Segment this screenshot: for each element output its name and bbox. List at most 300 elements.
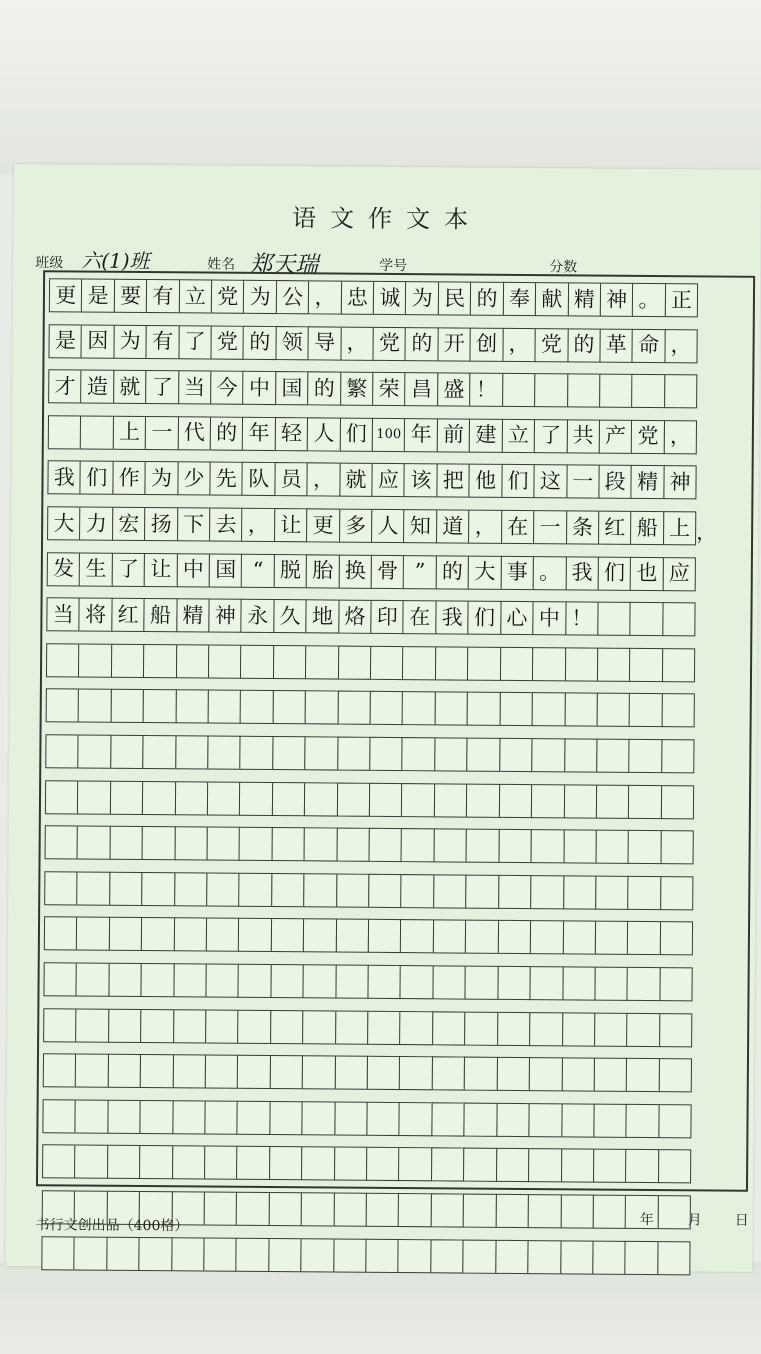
overflow-mark: ，: [696, 520, 717, 545]
grid-cell: 的: [243, 325, 277, 359]
grid-cell: 创: [470, 327, 504, 361]
grid-cell: [110, 735, 144, 769]
background-bottom: [0, 1262, 761, 1354]
grid-cell: [270, 964, 304, 998]
grid-cell: [401, 783, 435, 817]
grid-cell: [528, 1148, 562, 1182]
grid-cell: [659, 1013, 693, 1047]
grid-cell: [333, 1193, 367, 1227]
grid-cell: 诚: [373, 281, 407, 315]
grid-cell: [236, 1192, 270, 1226]
grid-cell: 建: [469, 418, 503, 452]
grid-row: [44, 871, 692, 910]
grid-cell: [301, 1192, 335, 1226]
grid-cell: [431, 1148, 465, 1182]
grid-cell: [239, 873, 273, 907]
grid-cell: 上: [663, 511, 697, 545]
grid-cell: [204, 1146, 238, 1180]
grid-cell: [337, 782, 371, 816]
grid-cell: [593, 1103, 627, 1137]
grid-cell: [175, 781, 209, 815]
grid-cell: [560, 1240, 594, 1274]
grid-cell: [497, 1011, 531, 1045]
grid-row: [49, 278, 697, 317]
grid-cell: [530, 920, 564, 954]
grid-cell: 。: [533, 556, 567, 590]
grid-cell: 公: [276, 280, 310, 314]
grid-cell: [365, 1238, 399, 1272]
grid-cell: ，: [340, 326, 374, 360]
grid-cell: 力: [79, 507, 113, 541]
grid-cell: 党: [211, 280, 245, 314]
grid-cell: [658, 1104, 692, 1138]
grid-cell: [46, 643, 80, 677]
grid-cell: [464, 1011, 498, 1045]
grid-cell: 造: [81, 370, 115, 404]
grid-cell: [174, 872, 208, 906]
score-label: 分数: [549, 259, 578, 276]
day-label: 日: [734, 1212, 749, 1229]
grid-cell: [305, 691, 339, 725]
grid-cell: [500, 647, 534, 681]
grid-row: [48, 415, 696, 454]
grid-cell: [271, 827, 305, 861]
grid-cell: [662, 648, 696, 682]
grid-cell: [109, 917, 143, 951]
grid-cell: [143, 689, 177, 723]
grid-cell: 产: [599, 419, 633, 453]
grid-row: [47, 461, 695, 500]
grid-cell: [77, 826, 111, 860]
grid-cell: [398, 1239, 432, 1273]
grid-cell: [74, 1236, 108, 1270]
grid-cell: [272, 782, 306, 816]
grid-cell: [302, 1010, 336, 1044]
grid-cell: 为: [113, 324, 147, 358]
grid-cell: 中: [176, 553, 210, 587]
grid-cell: [661, 785, 695, 819]
grid-cell: 久: [273, 599, 307, 633]
grid-cell: [659, 967, 693, 1001]
grid-cell: 荣: [372, 372, 406, 406]
grid-cell: 脱: [274, 554, 308, 588]
grid-cell: [657, 1241, 691, 1275]
grid-cell: 们: [339, 417, 373, 451]
grid-cell: [205, 1009, 239, 1043]
grid-cell: [398, 1147, 432, 1181]
grid-cell: 神: [663, 466, 697, 500]
grid-cell: [236, 1237, 270, 1271]
grid-cell: [401, 828, 435, 862]
grid-cell: 才: [48, 369, 82, 403]
grid-cell: 了: [178, 325, 212, 359]
grid-cell: [368, 919, 402, 953]
grid-cell: [335, 1010, 369, 1044]
grid-cell: 换: [338, 554, 372, 588]
grid-cell: [628, 784, 662, 818]
grid-cell: “: [241, 553, 275, 587]
grid-cell: 一: [566, 465, 600, 499]
grid-cell: [495, 1194, 529, 1228]
grid-cell: 在: [403, 600, 437, 634]
writing-grid: [36, 270, 755, 1192]
grid-cell: [627, 967, 661, 1001]
grid-cell: [335, 965, 369, 999]
grid-cell: [110, 780, 144, 814]
grid-cell: 我: [565, 556, 599, 590]
grid-cell: [141, 963, 175, 997]
grid-cell: [44, 917, 78, 951]
grid-cell: [534, 373, 568, 407]
grid-cell: [203, 1237, 237, 1271]
grid-row: [46, 689, 694, 728]
grid-cell: [499, 783, 533, 817]
grid-row: [43, 962, 691, 1001]
grid-cell: 该: [404, 463, 438, 497]
grid-cell: [629, 693, 663, 727]
composition-page: [5, 164, 761, 1272]
grid-cell: 永: [241, 599, 275, 633]
grid-cell: [433, 920, 467, 954]
grid-cell: 导: [308, 326, 342, 360]
grid-cell: [369, 737, 403, 771]
grid-cell: [497, 920, 531, 954]
grid-cell: [269, 1192, 303, 1226]
grid-cell: ，: [307, 463, 341, 497]
grid-cell: [629, 739, 663, 773]
grid-cell: [238, 964, 272, 998]
grid-cell: [80, 415, 114, 449]
grid-row: [44, 917, 692, 956]
grid-cell: [594, 967, 628, 1001]
grid-cell: [333, 1238, 367, 1272]
grid-cell: 精: [176, 598, 210, 632]
grid-cell: [366, 1102, 400, 1136]
grid-cell: [141, 917, 175, 951]
grid-cell: [661, 739, 695, 773]
grid-cell: [463, 1239, 497, 1273]
grid-cell: ，: [308, 280, 342, 314]
grid-cell: ”: [403, 555, 437, 589]
grid-cell: [237, 1101, 271, 1135]
class-value: 六(1)班: [81, 248, 150, 274]
grid-cell: [172, 1100, 206, 1134]
grid-cell: [499, 692, 533, 726]
grid-cell: [366, 1193, 400, 1227]
grid-cell: 人: [307, 417, 341, 451]
grid-cell: [171, 1237, 205, 1271]
grid-cell: [627, 921, 661, 955]
grid-cell: [433, 874, 467, 908]
grid-cell: [467, 646, 501, 680]
grid-cell: [562, 1012, 596, 1046]
grid-cell: [433, 829, 467, 863]
grid-cell: [176, 644, 210, 678]
grid-cell: [497, 966, 531, 1000]
grid-cell: [303, 964, 337, 998]
grid-cell: [592, 1240, 626, 1274]
grid-cell: [465, 966, 499, 1000]
grid-cell: 繁: [340, 372, 374, 406]
grid-cell: 要: [114, 279, 148, 313]
grid-cell: [76, 1008, 110, 1042]
grid-cell: 是: [81, 279, 115, 313]
grid-cell: [208, 644, 242, 678]
grid-cell: [204, 1100, 238, 1134]
grid-cell: [107, 1100, 141, 1134]
grid-cell: [42, 1145, 76, 1179]
grid-row: [41, 1236, 689, 1275]
grid-cell: [658, 1058, 692, 1092]
grid-cell: [240, 645, 274, 679]
grid-cell: [531, 829, 565, 863]
grid-cell: [304, 736, 338, 770]
grid-cell: [502, 373, 536, 407]
grid-cell: [529, 1057, 563, 1091]
grid-cell: [334, 1056, 368, 1090]
grid-cell: 道: [436, 509, 470, 543]
grid-cell: [172, 1054, 206, 1088]
grid-cell: [594, 1058, 628, 1092]
grid-cell: [628, 830, 662, 864]
grid-cell: [302, 1055, 336, 1089]
grid-cell: [432, 1011, 466, 1045]
background-top: [0, 0, 761, 175]
grid-cell: 应: [662, 557, 696, 591]
grid-cell: [78, 643, 112, 677]
grid-cell: 们: [501, 464, 535, 498]
grid-cell: 大: [47, 506, 81, 540]
grid-cell: [108, 963, 142, 997]
grid-cell: 知: [404, 509, 438, 543]
grid-cell: [595, 921, 629, 955]
grid-cell: 前: [437, 418, 471, 452]
grid-cell: [529, 1012, 563, 1046]
grid-cell: [237, 1055, 271, 1089]
grid-cell: [530, 875, 564, 909]
grid-cell: [107, 1145, 141, 1179]
grid-cell: [402, 691, 436, 725]
grid-cell: [141, 872, 175, 906]
grid-cell: ，: [468, 510, 502, 544]
grid-cell: [596, 739, 630, 773]
grid-cell: [139, 1237, 173, 1271]
grid-cell: [109, 826, 143, 860]
grid-cell: [661, 693, 695, 727]
grid-cell: [239, 827, 273, 861]
grid-cell: 神: [600, 283, 634, 317]
grid-cell: 上: [113, 416, 147, 450]
grid-cell: [561, 1058, 595, 1092]
grid-cell: [75, 1054, 109, 1088]
grid-cell: 作: [112, 461, 146, 495]
grid-cell: 一: [533, 510, 567, 544]
grid-cell: 党: [211, 325, 245, 359]
grid-cell: [496, 1057, 530, 1091]
grid-cell: [304, 782, 338, 816]
grid-cell: 盛: [437, 373, 471, 407]
grid-cell: 队: [242, 462, 276, 496]
grid-cell: [367, 1056, 401, 1090]
grid-cell: [368, 874, 402, 908]
grid-cell: [496, 1103, 530, 1137]
grid-cell: 党: [373, 326, 407, 360]
grid-cell: [593, 1149, 627, 1183]
grid-cell: [367, 1010, 401, 1044]
grid-cell: 是: [48, 324, 82, 358]
grid-cell: [140, 1054, 174, 1088]
grid-cell: [531, 784, 565, 818]
grid-cell: 把: [436, 464, 470, 498]
grid-cell: 就: [113, 370, 147, 404]
grid-cell: [269, 1146, 303, 1180]
grid-cell: [560, 1194, 594, 1228]
grid-cell: [45, 825, 79, 859]
grid-cell: [465, 920, 499, 954]
grid-cell: [238, 1009, 272, 1043]
grid-cell: 今: [210, 371, 244, 405]
grid-cell: [143, 644, 177, 678]
grid-cell: [173, 1009, 207, 1043]
grid-cell: 忠: [340, 281, 374, 315]
grid-cell: 大: [468, 555, 502, 589]
grid-cell: [46, 689, 80, 723]
grid-cell: 的: [567, 328, 601, 362]
grid-cell: 。: [632, 283, 666, 317]
grid-cell: [48, 415, 82, 449]
grid-cell: [463, 1148, 497, 1182]
grid-cell: [532, 647, 566, 681]
grid-cell: [269, 1101, 303, 1135]
grid-cell: [207, 781, 241, 815]
grid-cell: ，: [241, 508, 275, 542]
grid-cell: 就: [339, 463, 373, 497]
grid-cell: 骨: [371, 554, 405, 588]
grid-cell: [435, 646, 469, 680]
grid-cell: [630, 602, 664, 636]
grid-cell: [431, 1102, 465, 1136]
year-label: 年: [639, 1211, 654, 1229]
grid-cell: [140, 1009, 174, 1043]
grid-cell: [564, 647, 598, 681]
grid-cell: [626, 1058, 660, 1092]
grid-cell: 代: [177, 416, 211, 450]
grid-row: [45, 780, 693, 819]
grid-cell: [142, 826, 176, 860]
grid-cell: 的: [307, 372, 341, 406]
grid-cell: 船: [144, 598, 178, 632]
grid-cell: 发: [47, 552, 81, 586]
grid-cell: [532, 692, 566, 726]
student-id-label: 学号: [379, 257, 408, 275]
grid-cell: 们: [598, 556, 632, 590]
grid-cell: 下: [177, 507, 211, 541]
grid-cell: 红: [598, 511, 632, 545]
grid-cell: [366, 1147, 400, 1181]
grid-cell: 去: [209, 508, 243, 542]
grid-cell: [593, 1195, 627, 1229]
grid-cell: [370, 691, 404, 725]
grid-cell: 更: [49, 278, 83, 312]
grid-cell: [173, 918, 207, 952]
grid-cell: [402, 737, 436, 771]
grid-cell: 立: [501, 419, 535, 453]
grid-cell: [106, 1236, 140, 1270]
name-label: 姓名: [207, 256, 236, 273]
grid-cell: 献: [535, 282, 569, 316]
grid-cell: 事: [500, 555, 534, 589]
grid-cell: [563, 784, 597, 818]
grid-cell: 这: [533, 464, 567, 498]
grid-cell: 了: [111, 552, 145, 586]
grid-cell: [562, 921, 596, 955]
grid-cell: [303, 873, 337, 907]
grid-cell: [271, 918, 305, 952]
grid-cell: 中: [532, 601, 566, 635]
grid-cell: 当: [46, 597, 80, 631]
grid-cell: 让: [274, 508, 308, 542]
grid-cell: [43, 1053, 77, 1087]
grid-cell: [140, 1100, 174, 1134]
grid-cell: 有: [146, 325, 180, 359]
name-value: 郑天瑞: [249, 251, 319, 279]
grid-row: [47, 506, 716, 545]
grid-cell: [467, 738, 501, 772]
grid-cell: 了: [145, 370, 179, 404]
grid-cell: 的: [210, 416, 244, 450]
grid-cell: [398, 1193, 432, 1227]
grid-cell: [432, 1056, 466, 1090]
grid-cell: 条: [566, 510, 600, 544]
grid-cell: [142, 735, 176, 769]
grid-cell: 胎: [306, 554, 340, 588]
grid-cell: [595, 875, 629, 909]
grid-cell: 船: [630, 511, 664, 545]
grid-cell: 昌: [405, 372, 439, 406]
grid-row: [48, 324, 696, 363]
grid-row: [47, 552, 695, 591]
grid-cell: [498, 875, 532, 909]
grid-cell: [466, 829, 500, 863]
grid-cell: [337, 691, 371, 725]
grid-cell: [465, 874, 499, 908]
grid-cell: [370, 646, 404, 680]
grid-cell: [498, 829, 532, 863]
grid-cell: 先: [209, 462, 243, 496]
grid-cell: [528, 1103, 562, 1137]
grid-cell: 为: [243, 280, 277, 314]
grid-cell: [530, 966, 564, 1000]
grid-cell: [563, 830, 597, 864]
grid-cell: 烙: [338, 600, 372, 634]
grid-cell: [239, 781, 273, 815]
grid-cell: 当: [178, 370, 212, 404]
grid-cell: [626, 1104, 660, 1138]
grid-cell: [400, 919, 434, 953]
grid-cell: [172, 1146, 206, 1180]
grid-cell: [43, 962, 77, 996]
grid-cell: [175, 735, 209, 769]
grid-cell: [336, 828, 370, 862]
grid-cell: [175, 690, 209, 724]
grid-cell: [208, 690, 242, 724]
grid-cell: [660, 830, 694, 864]
grid-cell: [496, 1148, 530, 1182]
grid-cell: 在: [501, 510, 535, 544]
grid-cell: 的: [470, 282, 504, 316]
grid-cell: [271, 873, 305, 907]
grid-cell: [337, 737, 371, 771]
